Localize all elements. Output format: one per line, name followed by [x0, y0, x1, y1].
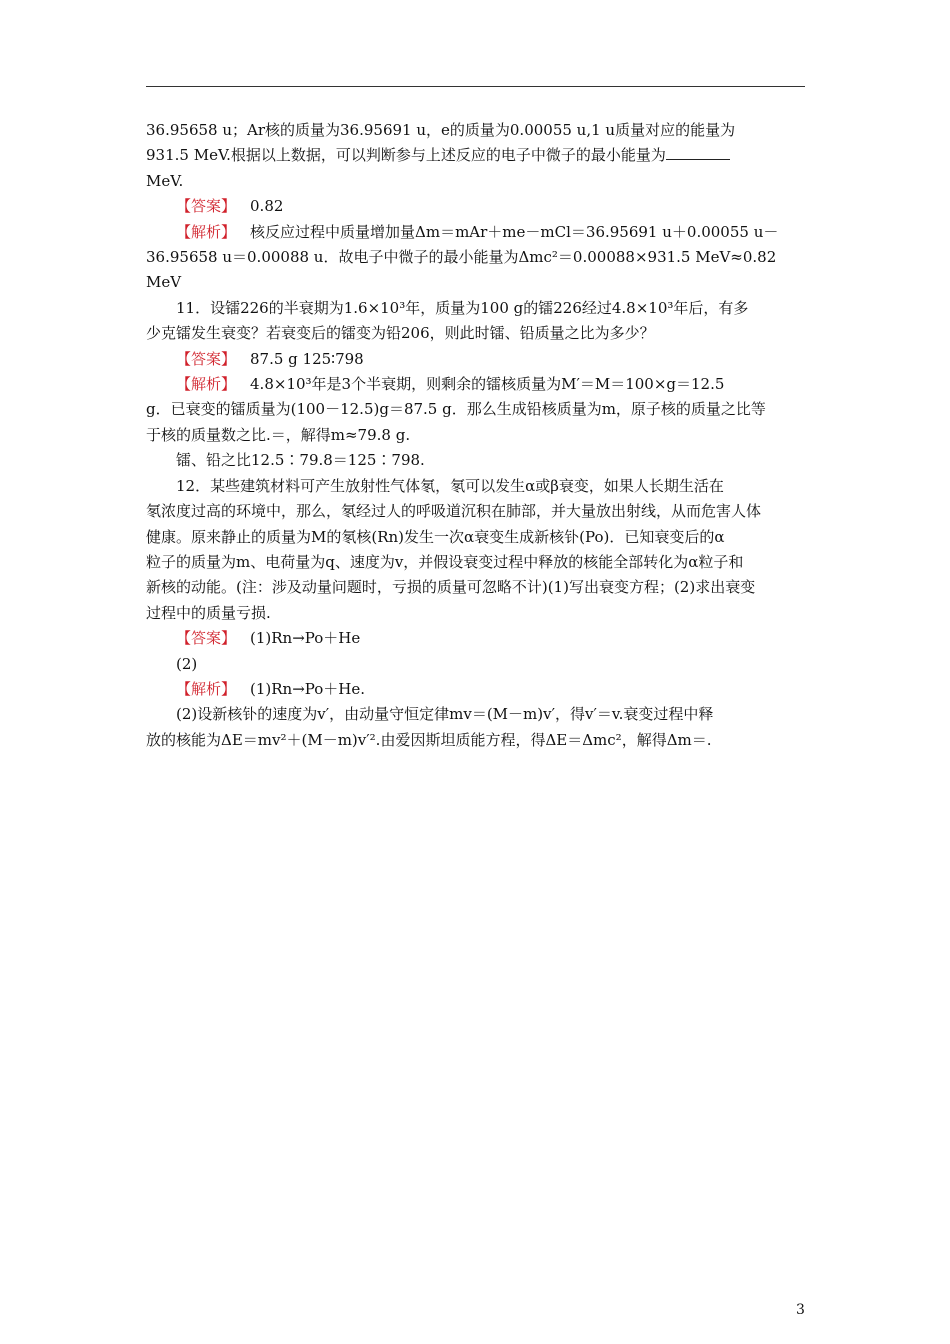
- q10-line-2: 931.5 MeV.根据以上数据，可以判断参与上述反应的电子中微子的最小能量为: [146, 146, 666, 165]
- q11-analysis-line-1: 4.8×10³年是3个半衰期，则剩余的镭核质量为M′＝M＝100×g＝12.5: [250, 375, 725, 394]
- document-body: [146, 118, 806, 753]
- answer-blank: [666, 145, 730, 160]
- q10-line-3: MeV.: [146, 171, 184, 190]
- q10-line-1: 36.95658 u；Ar核的质量为36.95691 u，e的质量为0.00055 u,1 u质量对应的能量为: [146, 121, 736, 139]
- q11-line-1: 11．设镭226的半衰期为1.6×10³年，质量为100 g的镭226经过4.8×10³年后，有多: [176, 298, 749, 317]
- q11-line-2: 少克镭发生衰变？若衰变后的镭变为铅206，则此时镭、铅质量之比为多少？: [146, 324, 655, 343]
- header-rule: [146, 86, 805, 87]
- q11-analysis-line-2: g．已衰变的镭质量为(100－12.5)g＝87.5 g．那么生成铅核质量为m，原子核的质量之比等: [146, 400, 766, 419]
- answer-tag: 【答案】: [176, 349, 237, 368]
- q10-analysis-line-1: 核反应过程中质量增加量Δm＝mAr＋me－mCl＝36.95691 u＋0.00055 u－: [250, 222, 779, 241]
- q12-answer-2-row: [146, 652, 806, 677]
- q12-line-5: 新核的动能。(注：涉及动量问题时，亏损的质量可忽略不计)(1)写出衰变方程；(2)求出衰变: [146, 578, 756, 597]
- q10-answer-value: 0.82: [250, 197, 284, 216]
- q10-analysis-cont: [146, 245, 806, 296]
- q12-analysis: [146, 677, 806, 702]
- q12-analysis-line-3: 放的核能为ΔE＝mv²＋(M－m)v′².由爱因斯坦质能方程，得ΔE＝Δmc²，解得Δm＝.: [146, 730, 712, 749]
- analysis-tag: 【解析】: [176, 375, 237, 394]
- q12-analysis-line-1: (1)Rn→Po＋He.: [250, 679, 366, 698]
- q12-analysis-cont: [146, 728, 806, 753]
- q12-line-3: 健康。原来静止的质量为M的氡核(Rn)发生一次α衰变生成新核钋(Po)．已知衰变后的α: [146, 527, 725, 546]
- q11-answer: [146, 347, 806, 372]
- q11-analysis-cont: [146, 397, 806, 448]
- answer-tag: 【答案】: [176, 197, 237, 216]
- q12-text-cont: [146, 499, 806, 626]
- q12-line-6: 过程中的质量亏损.: [146, 603, 271, 622]
- q10-answer: [146, 194, 806, 219]
- q10-analysis: [146, 220, 806, 245]
- q12-line-4: 粒子的质量为m、电荷量为q、速度为v，并假设衰变过程中释放的核能全部转化为α粒子和: [146, 552, 744, 571]
- analysis-tag: 【解析】: [176, 222, 237, 241]
- q11-analysis-line-3: 于核的质量数之比.＝，解得m≈79.8 g.: [146, 425, 411, 444]
- answer-tag: 【答案】: [176, 629, 237, 648]
- q11-analysis-line-4: 镭、铅之比12.5∶79.8＝125∶798.: [176, 451, 425, 470]
- q11-analysis: [146, 372, 806, 397]
- q12-text: [146, 474, 806, 499]
- analysis-tag: 【解析】: [176, 679, 237, 698]
- q12-answer: [146, 626, 806, 651]
- q10-text: [146, 118, 806, 194]
- q10-analysis-line-3: MeV: [146, 273, 182, 292]
- q12-analysis-2: [146, 702, 806, 727]
- q11-text: [146, 296, 806, 321]
- q11-text-cont: [146, 321, 806, 346]
- q11-answer-value: 87.5 g 125∶798: [250, 349, 364, 368]
- q12-line-2: 氡浓度过高的环境中，那么，氡经过人的呼吸道沉积在肺部，并大量放出射线，从而危害人体: [146, 502, 762, 521]
- q12-line-1: 12．某些建筑材料可产生放射性气体氡，氡可以发生α或β衰变，如果人长期生活在: [176, 476, 724, 495]
- q10-analysis-line-2: 36.95658 u＝0.00088 u．故电子中微子的最小能量为Δmc²＝0.00088×931.5 MeV≈0.82: [146, 248, 777, 267]
- q12-analysis-line-2: (2)设新核钋的速度为v′，由动量守恒定律mv＝(M－m)v′，得v′＝v.衰变过程中释: [176, 705, 714, 724]
- q12-answer-2: (2): [176, 654, 198, 673]
- page-number: 3: [796, 1302, 805, 1318]
- q12-answer-1: (1)Rn→Po＋He: [250, 629, 361, 648]
- q11-ratio: [146, 448, 806, 473]
